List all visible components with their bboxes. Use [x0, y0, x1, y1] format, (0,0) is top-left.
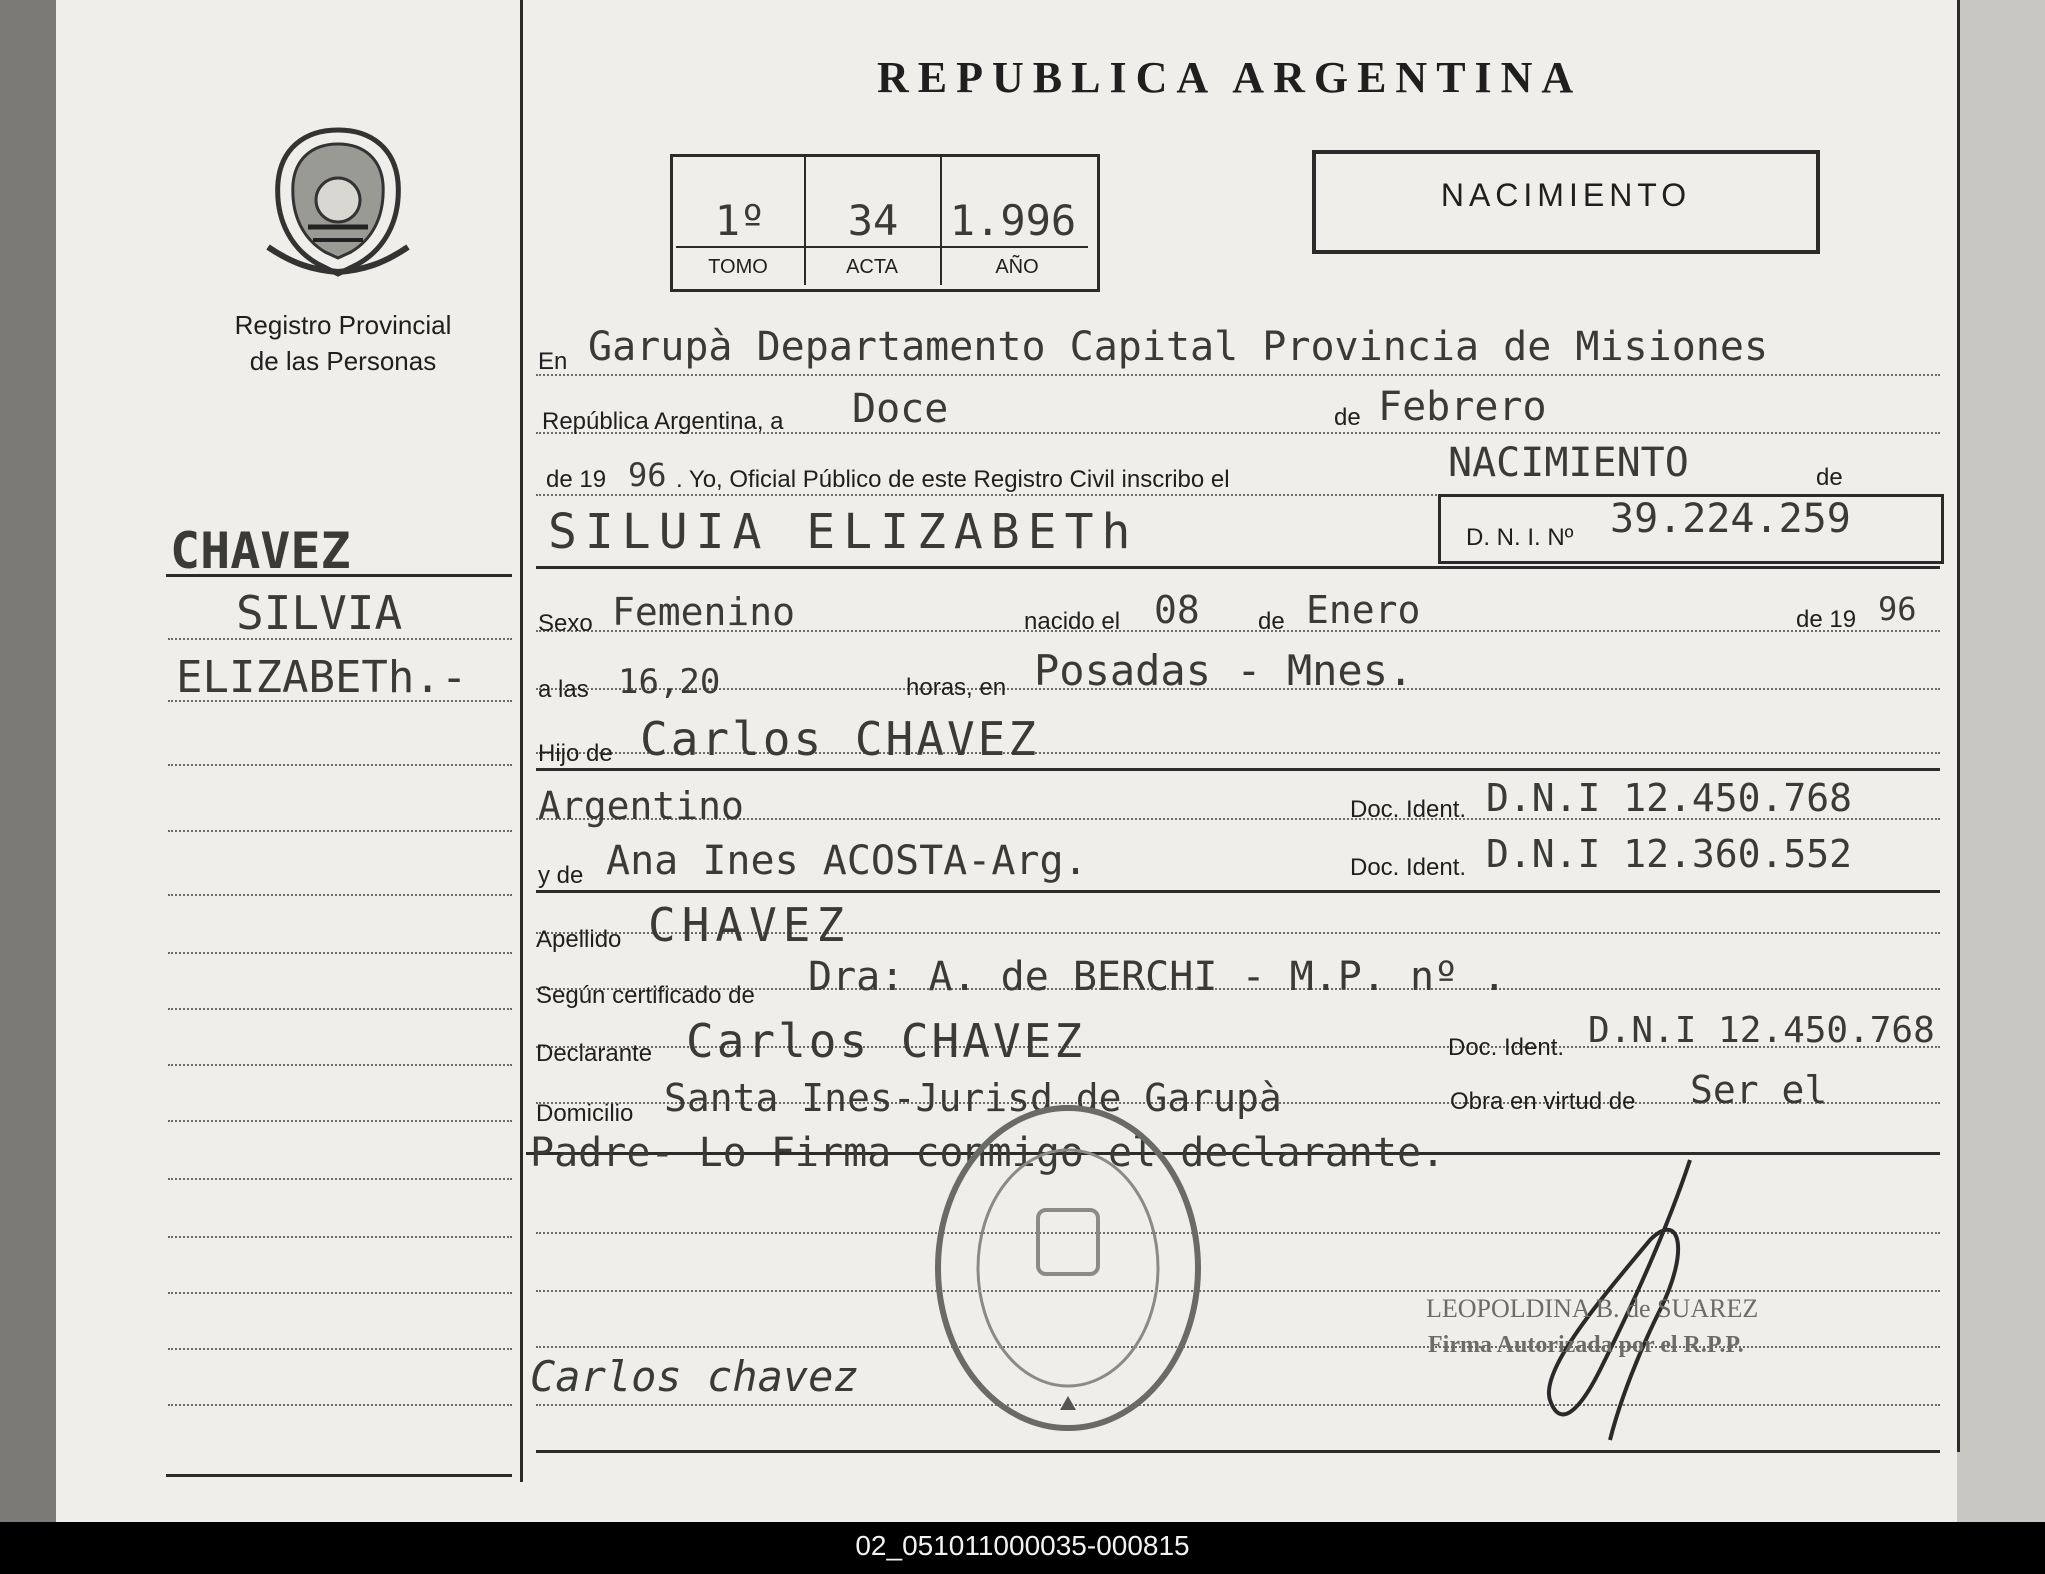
margin-rule — [168, 1178, 512, 1180]
margin-given-name-1: SILVIA — [236, 586, 403, 640]
registry-stamp-icon — [928, 1098, 1208, 1438]
anio-value: 1.996 — [949, 196, 1077, 245]
body-rule — [536, 1404, 1940, 1406]
official-name: LEOPOLDINA B. de SUAREZ — [1426, 1294, 1759, 1323]
de-label: de — [1334, 404, 1361, 431]
doc-ident-label: Doc. Ident. — [1350, 796, 1467, 823]
father-doc: D.N.I 12.450.768 — [1486, 776, 1853, 820]
dni-value: 39.224.259 — [1610, 496, 1851, 542]
right-border — [1957, 0, 1960, 1452]
anio-label: AÑO — [995, 256, 1039, 278]
nacido-year: 96 — [1878, 590, 1917, 628]
margin-surname: CHAVEZ — [170, 522, 351, 580]
margin-rule — [168, 1236, 512, 1238]
margin-rule — [168, 894, 512, 896]
margin-rule-bottom — [166, 1474, 512, 1477]
en-label: En — [538, 348, 568, 375]
body-rule — [536, 374, 1940, 376]
margin-rule — [168, 1008, 512, 1010]
name-value: SILUIA ELIZABETh — [548, 504, 1139, 560]
en-value: Garupà Departamento Capital Provincia de Misiones — [588, 324, 1769, 370]
de-label-2: de — [1816, 464, 1843, 491]
body-rule — [536, 1290, 1940, 1292]
record-box-value-line — [676, 246, 1088, 248]
margin-rule — [168, 1348, 512, 1350]
dni-label: D. N. I. Nº — [1466, 524, 1574, 551]
father-nationality: Argentino — [538, 784, 744, 828]
declarante-label: Declarante — [536, 1040, 653, 1067]
yo-text: . Yo, Oficial Público de este Registro Civil inscribo el — [676, 466, 1230, 493]
obra-value: Ser el — [1690, 1068, 1828, 1112]
official-title: Firma Autorizada por el R.P.P. — [1428, 1332, 1744, 1358]
segun-value: Dra: A. de BERCHI - M.P. nº . — [808, 954, 1507, 1000]
margin-rule — [168, 638, 512, 640]
margin-rule — [168, 830, 512, 832]
declarant-signature: Carlos chavez — [530, 1352, 859, 1401]
acta-value: 34 — [847, 196, 899, 245]
nacido-label: nacido el — [1024, 608, 1121, 635]
nacido-month: Enero — [1306, 588, 1421, 632]
sexo-value: Femenino — [612, 590, 796, 634]
doc-ident-label-2: Doc. Ident. — [1350, 854, 1467, 881]
province-seal-icon — [263, 122, 413, 282]
registry-name-line2: de las Personas — [249, 346, 437, 376]
page-edge — [1957, 0, 2045, 1522]
month-value: Febrero — [1378, 384, 1547, 430]
father-value: Carlos CHAVEZ — [640, 712, 1040, 766]
yde-label: y de — [538, 862, 584, 889]
body-rule-solid — [536, 768, 1940, 771]
year-value: 96 — [628, 456, 667, 494]
de19-label: de 19 — [1796, 606, 1857, 633]
place-value: Posadas - Mnes. — [1034, 646, 1414, 695]
nacido-day: 08 — [1154, 588, 1200, 632]
country-title: REPUBLICA ARGENTINA — [877, 53, 1583, 102]
margin-rule — [168, 952, 512, 954]
obra-label: Obra en virtud de — [1450, 1088, 1636, 1115]
margin-rule — [168, 1120, 512, 1122]
certificate-type: NACIMIENTO — [1440, 177, 1692, 213]
horas-label: horas, en — [906, 674, 1007, 701]
body-rule-solid — [536, 890, 1940, 893]
continuation-text: Padre- Lo Firma conmigo el declarante. — [530, 1130, 1446, 1176]
hijo-label: Hijo de — [538, 740, 613, 767]
margin-given-name-2: ELIZABETh.- — [176, 652, 468, 703]
time-value: 16,20 — [618, 662, 721, 702]
margin-rule — [168, 1404, 512, 1406]
acta-label: ACTA — [846, 256, 898, 278]
mother-value: Ana Ines ACOSTA-Arg. — [606, 838, 1088, 884]
sexo-label: Sexo — [538, 610, 593, 637]
alas-label: a las — [538, 676, 589, 703]
tomo-value: 1º — [714, 196, 766, 245]
declarante-doc: D.N.I 12.450.768 — [1588, 1010, 1935, 1051]
day-value: Doce — [852, 386, 949, 432]
republica-label: República Argentina, a — [542, 408, 784, 435]
binding-margin — [0, 0, 56, 1522]
segun-label: Según certificado de — [536, 982, 755, 1009]
declarante-value: Carlos CHAVEZ — [686, 1014, 1086, 1068]
domicilio-label: Domicilio — [536, 1100, 634, 1127]
tomo-label: TOMO — [708, 256, 768, 278]
year-prefix: de 19 — [546, 466, 607, 493]
act-value: NACIMIENTO — [1448, 440, 1689, 486]
registry-name-line1: Registro Provincial — [234, 310, 452, 340]
margin-rule — [168, 764, 512, 766]
margin-rule-top — [166, 574, 512, 577]
body-rule-solid — [536, 1450, 1940, 1453]
margin-rule — [168, 1064, 512, 1066]
left-column-divider — [520, 0, 523, 1482]
apellido-label: Apellido — [536, 926, 622, 953]
document-id: 02_051011000035-000815 — [855, 1530, 1190, 1561]
apellido-value: CHAVEZ — [648, 898, 851, 952]
mother-doc: D.N.I 12.360.552 — [1486, 832, 1853, 876]
doc-ident-label-3: Doc. Ident. — [1448, 1034, 1565, 1061]
margin-rule — [168, 700, 512, 702]
body-rule — [536, 1232, 1940, 1234]
domicilio-value: Santa Ines-Jurisd.de Garupà — [664, 1076, 1282, 1120]
margin-rule — [168, 1292, 512, 1294]
de-label-3: de — [1258, 608, 1285, 635]
body-rule-solid — [536, 566, 1940, 569]
